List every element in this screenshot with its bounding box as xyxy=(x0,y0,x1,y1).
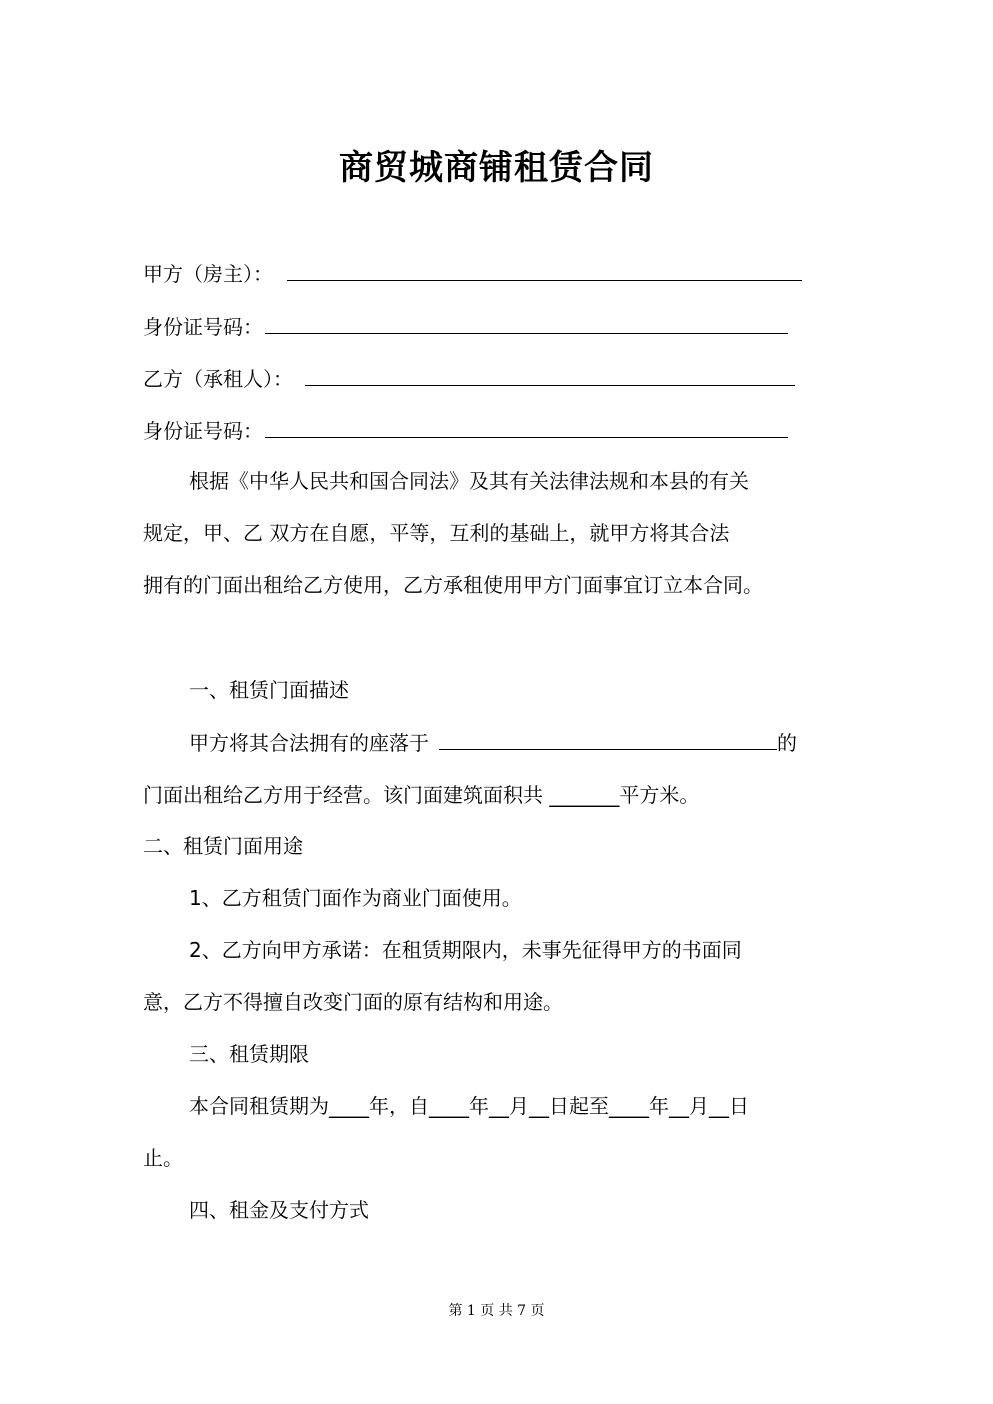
section-heading: 三、租赁期限 xyxy=(189,1042,309,1066)
party-b-blank xyxy=(305,363,795,386)
preamble-line: 规定，甲、乙 双方在自愿，平等，互利的基础上，就甲方将其合法 xyxy=(143,521,730,545)
party-a-row xyxy=(143,258,802,289)
party-b-id-blank xyxy=(265,415,788,438)
document-title: 商贸城商铺租赁合同 xyxy=(339,148,654,188)
party-a-id-blank xyxy=(265,311,788,334)
body-line: 本合同租赁期为____年，自____年__月__日起至____年__月__日 xyxy=(189,1094,749,1118)
party-b-id-row xyxy=(143,415,788,446)
section-heading: 一、租赁门面描述 xyxy=(189,678,349,702)
location-blank xyxy=(439,727,777,750)
party-b-row xyxy=(143,363,795,394)
body-line: 意，乙方不得擅自改变门面的原有结构和用途。 xyxy=(143,990,563,1014)
location-suffix: 的 xyxy=(777,731,797,755)
party-a-blank xyxy=(287,258,802,281)
preamble-line: 根据《中华人民共和国合同法》及其有关法律法规和本县的有关 xyxy=(189,469,749,493)
party-a-id-row xyxy=(143,311,788,342)
preamble-line: 拥有的门面出租给乙方使用，乙方承租使用甲方门面事宜订立本合同。 xyxy=(143,573,763,597)
location-row xyxy=(189,727,797,758)
party-b-label: 乙方（承租人）： xyxy=(143,367,293,391)
location-prefix: 甲方将其合法拥有的座落于 xyxy=(189,731,429,755)
body-line: 1、乙方租赁门面作为商业门面使用。 xyxy=(189,886,522,910)
party-a-id-label: 身份证号码： xyxy=(143,315,263,339)
page-footer: 第 1 页 共 7 页 xyxy=(448,1303,545,1319)
body-line: 止。 xyxy=(143,1146,183,1170)
party-a-label: 甲方（房主）： xyxy=(143,262,273,286)
section-heading: 四、租金及支付方式 xyxy=(189,1198,369,1222)
party-b-id-label: 身份证号码： xyxy=(143,419,263,443)
section-heading: 二、租赁门面用途 xyxy=(143,834,303,858)
body-line: 2、乙方向甲方承诺：在租赁期限内，未事先征得甲方的书面同 xyxy=(189,938,742,962)
body-line: 门面出租给乙方用于经营。该门面建筑面积共 _______平方米。 xyxy=(143,783,700,807)
